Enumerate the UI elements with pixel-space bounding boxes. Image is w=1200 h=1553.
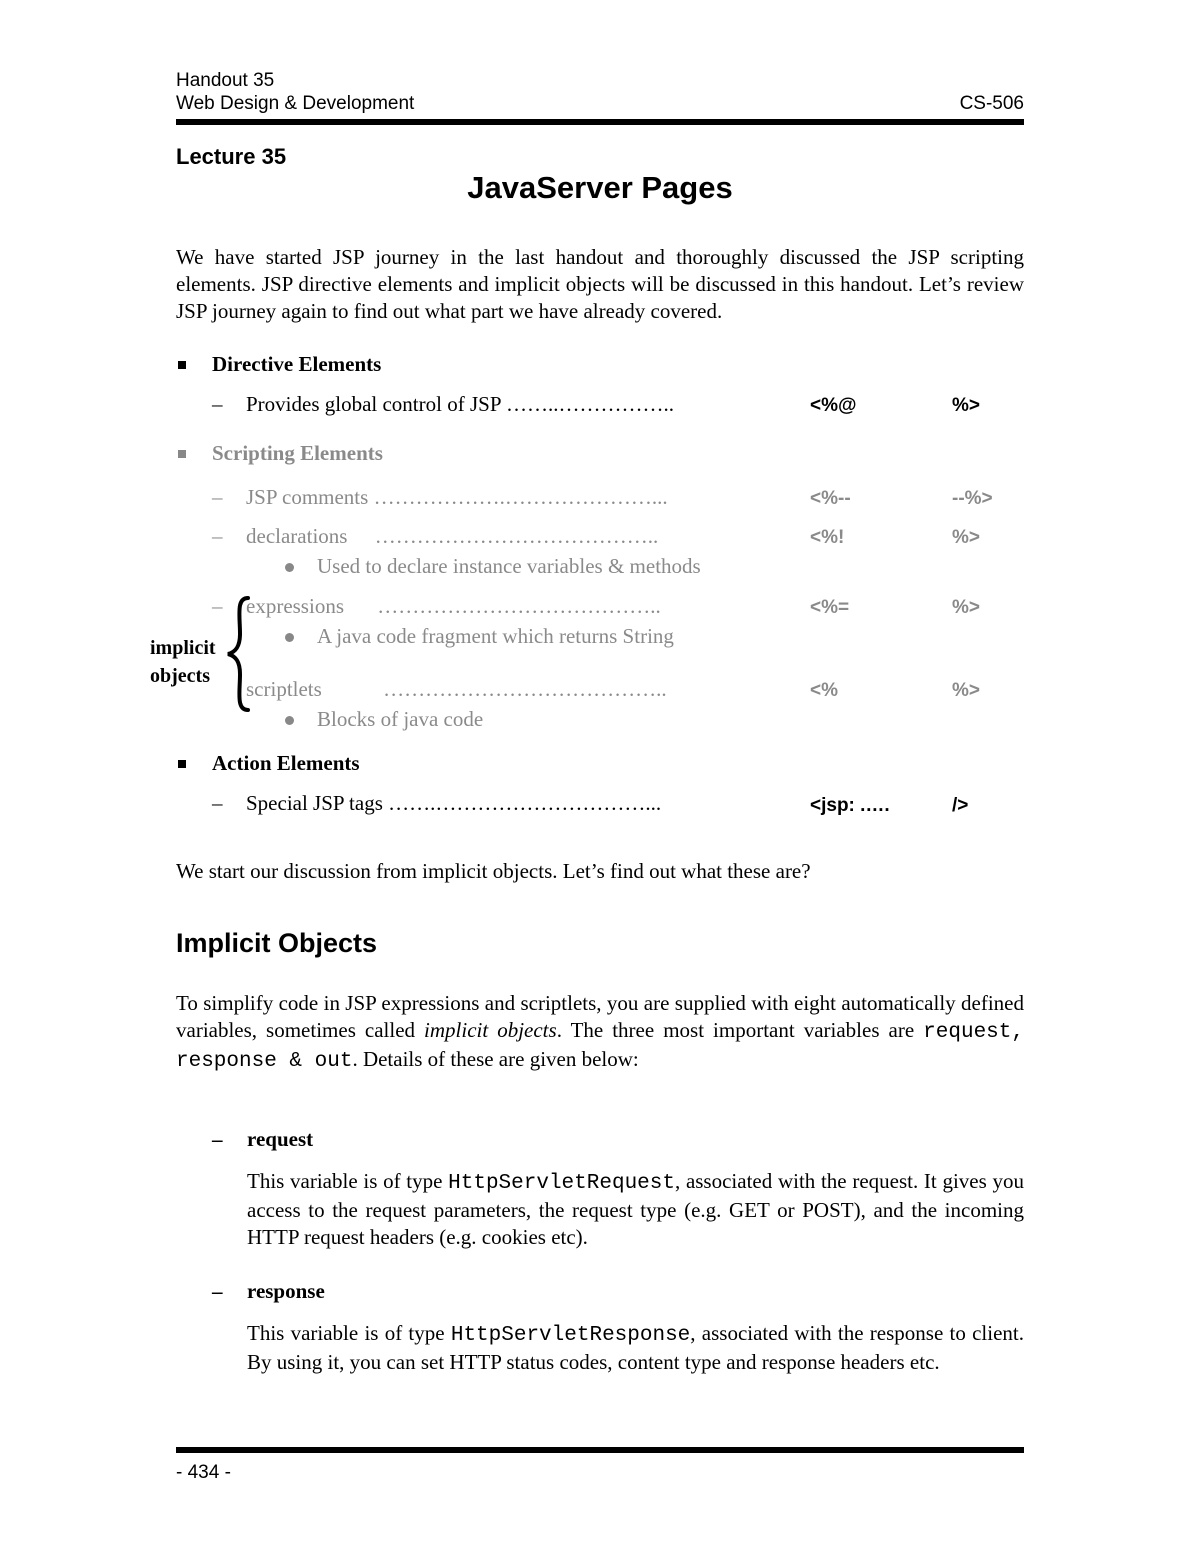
- request-paragraph: [247, 1168, 1024, 1251]
- directive-item-label: Provides global control of JSP: [246, 392, 501, 416]
- action-close-tag: />: [952, 795, 969, 816]
- declarations-label: declarations: [246, 524, 348, 548]
- response-code: HttpServletResponse: [450, 1324, 691, 1347]
- expressions-dash: –: [212, 594, 223, 618]
- scriptlets-item: [246, 677, 667, 702]
- comments-item: [246, 485, 668, 510]
- response-text-b: , associated with the response to client. By using it, you can set HTTP status codes, content type and response headers etc.: [247, 1321, 1024, 1374]
- expressions-dots: …………………………………..: [377, 594, 661, 618]
- round-bullet: [285, 633, 294, 642]
- action-dash: –: [212, 791, 223, 815]
- page-number: - 434 -: [176, 1462, 231, 1483]
- scripting-heading: Scripting Elements: [212, 441, 383, 465]
- intro-paragraph: We have started JSP journey in the last handout and thoroughly discussed the JSP scripting elements. JSP directive elements and implicit objects will be discussed in this handout. Let’s review JSP journey again to find out what part we have already covered.: [176, 245, 1024, 323]
- bullet-square: [178, 361, 186, 369]
- action-dots: …….…………………………...: [388, 791, 662, 815]
- response-paragraph: [247, 1320, 1024, 1376]
- after-list-text: We start our discussion from implicit objects. Let’s find out what these are?: [176, 859, 811, 883]
- lecture-label: Lecture 35: [176, 144, 287, 169]
- section-p1-em: implicit objects: [424, 1018, 557, 1042]
- comments-label: JSP comments: [246, 485, 369, 509]
- response-heading: response: [247, 1279, 325, 1303]
- declarations-open-tag: <%!: [810, 527, 845, 548]
- scriptlets-dots: …………………………………..: [383, 677, 667, 701]
- header-rule: [176, 119, 1024, 125]
- request-text-a: This variable is of type: [247, 1169, 449, 1193]
- declarations-item: [246, 524, 658, 549]
- response-dash: –: [212, 1279, 223, 1303]
- comments-dots: ……………….…………………...: [373, 485, 668, 509]
- section-p1-c: . Details of these are given below:: [352, 1047, 639, 1071]
- directive-dots: ……..……………..: [505, 392, 674, 416]
- directive-heading: Directive Elements: [212, 352, 382, 376]
- request-dash: –: [212, 1127, 223, 1151]
- action-item: [246, 791, 661, 816]
- header-handout: Handout 35: [176, 70, 275, 91]
- comments-dash: –: [212, 485, 223, 509]
- implicit-label-line1: implicit: [150, 637, 216, 659]
- directive-open-tag: <%@: [810, 395, 857, 416]
- section-p1-b: . The three most important variables are: [556, 1018, 924, 1042]
- action-heading: Action Elements: [212, 751, 360, 775]
- page-title: JavaServer Pages: [467, 170, 733, 205]
- request-text-b: , associated with the request. It gives you access to the request parameters, the request type (e.g. GET or POST), and the incoming HTTP request headers (e.g. cookies etc).: [247, 1169, 1024, 1249]
- expressions-item: [246, 594, 661, 619]
- comments-close-tag: --%>: [952, 488, 993, 509]
- directive-dash: –: [212, 392, 223, 416]
- declarations-note: Used to declare instance variables & methods: [317, 554, 701, 578]
- round-bullet: [285, 563, 294, 572]
- action-open-tag: <jsp: .….: [810, 795, 890, 816]
- expressions-note: A java code fragment which returns String: [317, 624, 674, 648]
- expressions-label: expressions: [246, 594, 344, 618]
- scriptlets-note: Blocks of java code: [317, 707, 484, 731]
- scriptlets-open-tag: <%: [810, 680, 838, 701]
- declarations-dots: …………………………………..: [374, 524, 659, 548]
- footer-rule: [176, 1447, 1024, 1453]
- round-bullet: [285, 716, 294, 725]
- section-p1-a: To simplify code in JSP expressions and scriptlets, you are supplied with eight automatically defined variables, sometimes called: [176, 991, 1024, 1042]
- comments-open-tag: <%--: [810, 488, 851, 509]
- declarations-close-tag: %>: [952, 527, 980, 548]
- section-heading: Implicit Objects: [176, 928, 378, 958]
- declarations-dash: –: [212, 524, 223, 548]
- implicit-label-line2: objects: [150, 665, 210, 687]
- expressions-open-tag: <%=: [810, 597, 850, 618]
- bullet-square-gray: [178, 450, 186, 458]
- directive-item: [246, 392, 674, 417]
- header-code: CS-506: [959, 93, 1024, 114]
- action-item-label: Special JSP tags: [246, 791, 383, 815]
- header-course-line: [176, 93, 1024, 115]
- scriptlets-label: scriptlets: [246, 677, 322, 701]
- bullet-square: [178, 760, 186, 768]
- curly-brace-icon: [224, 594, 252, 714]
- request-code: HttpServletRequest: [448, 1172, 675, 1195]
- expressions-close-tag: %>: [952, 597, 980, 618]
- request-heading: request: [247, 1127, 314, 1151]
- scriptlets-close-tag: %>: [952, 680, 980, 701]
- section-p1-code: request, response & out: [176, 1021, 1024, 1073]
- response-text-a: This variable is of type: [247, 1321, 451, 1345]
- header-course: Web Design & Development: [176, 93, 415, 114]
- section-paragraph: [176, 990, 1024, 1075]
- directive-close-tag: %>: [952, 395, 980, 416]
